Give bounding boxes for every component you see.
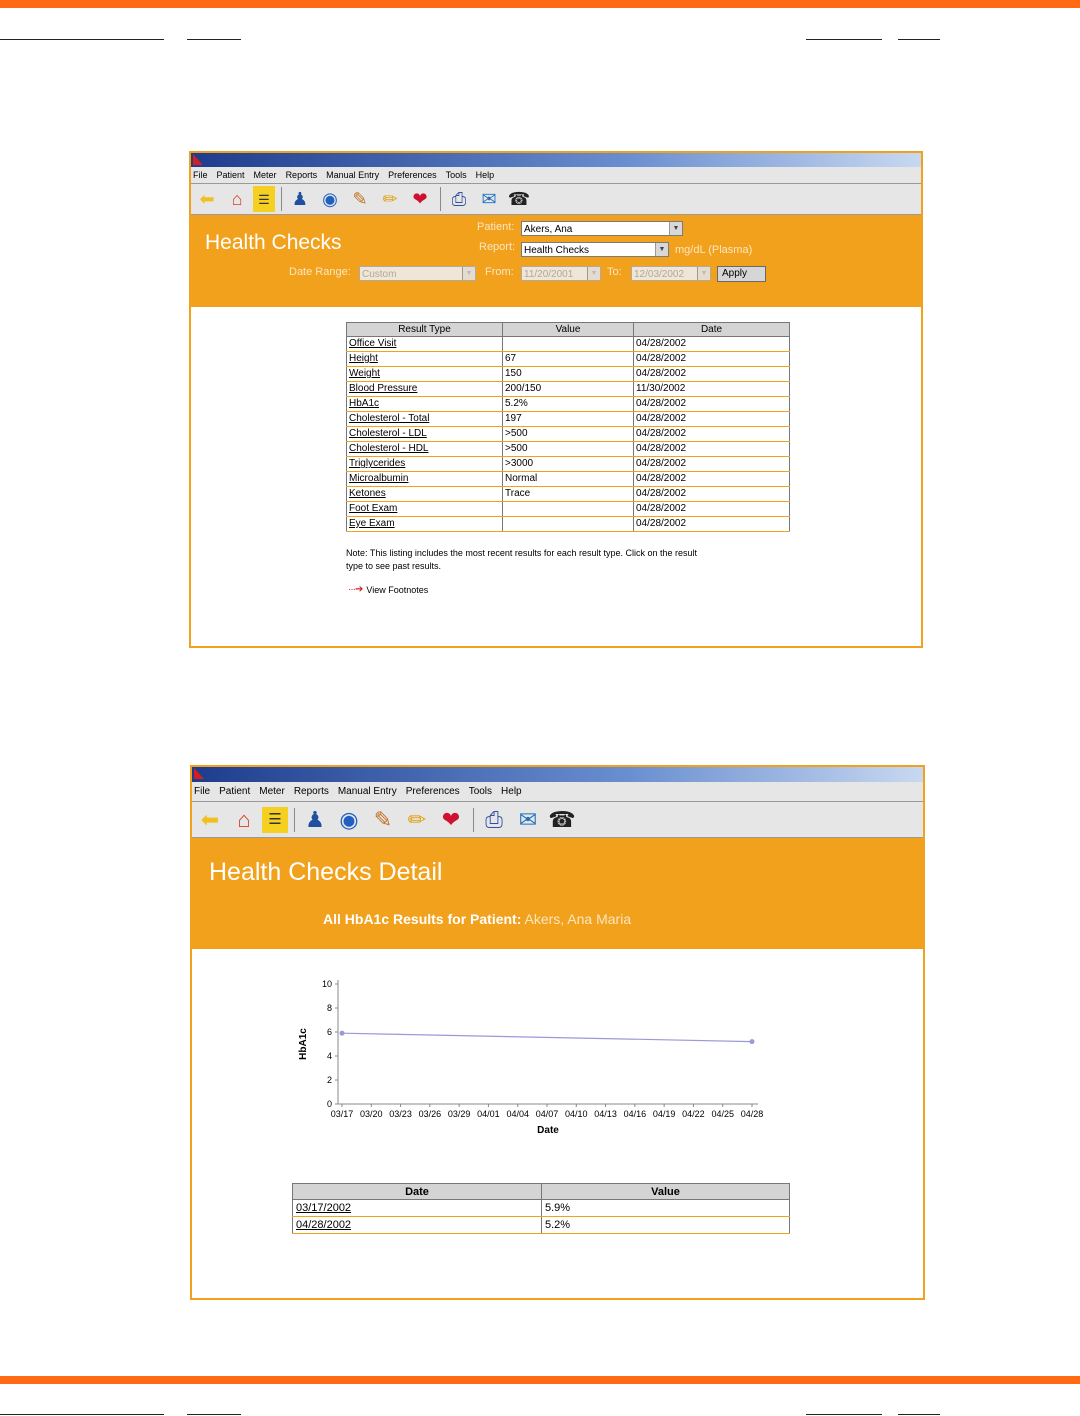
x-tick-label: 04/19 [652, 1109, 676, 1119]
table-row [347, 427, 790, 442]
heart-icon[interactable]: ❤ [441, 806, 461, 832]
table-cell: Normal [503, 472, 634, 487]
note-line: Note: This listing includes the most recent results for each result type. Click on the result [346, 548, 697, 558]
toolbar [191, 184, 921, 215]
table-row [347, 517, 790, 532]
menu-preferences[interactable]: Preferences [388, 170, 437, 180]
units-label: mg/dL (Plasma) [675, 244, 753, 256]
clipboard-icon[interactable]: ✎ [373, 806, 393, 832]
table-cell: 197 [503, 412, 634, 427]
pencil-icon[interactable]: ✏ [407, 806, 427, 832]
patient-label: Patient: [477, 221, 515, 233]
column-header-date: Date [293, 1184, 542, 1200]
title-bar [192, 767, 923, 782]
meter-icon[interactable]: ◉ [339, 806, 359, 832]
table-cell [503, 502, 634, 517]
table-row [347, 487, 790, 502]
toolbar-separator [294, 808, 295, 832]
back-arrow-icon[interactable]: ⬅ [199, 189, 215, 209]
note-line: type to see past results. [346, 561, 442, 571]
result-type-link[interactable]: Office Visit [349, 338, 397, 349]
table-cell [503, 337, 634, 352]
toolbar [192, 802, 923, 838]
menu-bar [192, 782, 923, 802]
date-range-label: Date Range: [289, 266, 351, 278]
table-cell: 5.9% [542, 1200, 790, 1217]
dotted-arrow-icon: ···➔ [348, 584, 363, 595]
hba1c-line-chart [292, 972, 772, 1157]
table-cell: 04/28/2002 [634, 502, 790, 517]
email-icon[interactable]: ✉ [481, 189, 497, 209]
title-bar [191, 153, 921, 167]
detail-subtitle [323, 911, 631, 927]
from-label: From: [485, 266, 514, 278]
chevron-down-icon[interactable]: ▼ [697, 267, 710, 280]
page-title: Health Checks [205, 231, 342, 254]
date-range-value: Custom [362, 269, 397, 280]
table-cell: 04/28/2002 [634, 367, 790, 382]
result-type-link[interactable]: Cholesterol - HDL [349, 443, 429, 454]
table-cell: 04/28/2002 [634, 352, 790, 367]
app-icon [194, 768, 204, 779]
table-cell: 04/28/2002 [634, 442, 790, 457]
toolbar-separator [473, 808, 474, 832]
date-link[interactable]: 04/28/2002 [296, 1219, 352, 1231]
clipboard-icon[interactable]: ✎ [352, 189, 368, 209]
fax-icon[interactable]: ☎ [507, 189, 531, 209]
table-cell: 67 [503, 352, 634, 367]
table-row [347, 442, 790, 457]
x-tick-label: 03/20 [360, 1109, 383, 1119]
table-row [293, 1200, 790, 1217]
detail-header-panel [192, 838, 923, 949]
x-tick-label: 04/22 [682, 1109, 705, 1119]
x-tick-label: 04/16 [623, 1109, 647, 1119]
menu-reports[interactable]: Reports [285, 170, 318, 180]
footer-rule [0, 1414, 164, 1415]
toolbar-separator [281, 187, 282, 211]
result-type-link[interactable]: Ketones [349, 488, 386, 499]
menu-meter[interactable]: Meter [259, 786, 285, 797]
patient-select-value: Akers, Ana [524, 224, 573, 235]
column-header-result-type: Result Type [347, 323, 503, 337]
y-tick-label: 2 [326, 1075, 332, 1085]
menu-help[interactable]: Help [475, 170, 495, 180]
menu-manual-entry[interactable]: Manual Entry [337, 786, 397, 797]
chevron-down-icon[interactable]: ▼ [462, 267, 475, 280]
apply-button[interactable]: Apply [717, 266, 766, 282]
health-checks-table [346, 322, 790, 532]
menu-manual-entry[interactable]: Manual Entry [326, 170, 380, 180]
y-tick-label: 8 [326, 1003, 332, 1013]
heart-icon[interactable]: ❤ [412, 189, 428, 209]
table-cell: >500 [503, 427, 634, 442]
result-type-link[interactable]: Cholesterol - Total [349, 413, 430, 424]
x-tick-label: 03/26 [418, 1109, 442, 1119]
table-cell: 04/28/2002 [634, 487, 790, 502]
table-row [347, 457, 790, 472]
hba1c-results-table [292, 1183, 790, 1234]
menu-help[interactable]: Help [501, 786, 522, 797]
date-range-select[interactable] [359, 266, 476, 281]
menu-file[interactable]: File [194, 786, 211, 797]
chevron-down-icon[interactable]: ▼ [669, 222, 682, 235]
x-tick-label: 04/10 [565, 1109, 588, 1119]
y-tick-label: 0 [326, 1099, 332, 1109]
footer-rule [187, 1414, 241, 1415]
result-type-link[interactable]: HbA1c [349, 398, 380, 409]
table-cell: >500 [503, 442, 634, 457]
to-date-select[interactable] [631, 266, 711, 281]
table-row [347, 397, 790, 412]
x-tick-label: 04/01 [477, 1109, 500, 1119]
table-cell: 5.2% [542, 1217, 790, 1234]
column-header-date: Date [634, 323, 790, 337]
table-cell: 04/28/2002 [634, 397, 790, 412]
checklist-icon[interactable]: ☰ [262, 807, 288, 833]
fax-icon[interactable]: ☎ [548, 806, 576, 832]
series-line [342, 1033, 752, 1041]
y-tick-label: 4 [326, 1051, 332, 1061]
table-cell: 04/28/2002 [634, 517, 790, 532]
table-cell: 04/28/2002 [634, 457, 790, 472]
y-tick-label: 6 [326, 1027, 332, 1037]
table-cell: 200/150 [503, 382, 634, 397]
printer-icon[interactable]: ⎙ [485, 806, 503, 832]
table-cell [503, 517, 634, 532]
checklist-icon[interactable]: ☰ [253, 186, 275, 212]
table-row [347, 412, 790, 427]
y-axis-label: HbA1c [298, 1028, 309, 1060]
table-cell: >3000 [503, 457, 634, 472]
results-note [346, 547, 697, 573]
x-tick-label: 04/13 [594, 1109, 617, 1119]
menu-patient[interactable]: Patient [216, 170, 245, 180]
table-cell: 5.2% [503, 397, 634, 412]
subtitle-patient: Akers, Ana Maria [524, 911, 632, 927]
report-select[interactable] [521, 242, 669, 257]
subtitle-label: All HbA1c Results for Patient: [323, 911, 522, 927]
table-cell: 04/28/2002 [634, 427, 790, 442]
header-rule [187, 39, 241, 40]
x-tick-label: 03/17 [330, 1109, 354, 1119]
meter-icon[interactable]: ◉ [322, 189, 338, 209]
to-label: To: [607, 266, 622, 278]
table-row [293, 1217, 790, 1234]
x-tick-label: 03/29 [447, 1109, 471, 1119]
table-row [347, 367, 790, 382]
x-axis-label: Date [537, 1125, 559, 1136]
result-type-link[interactable]: Weight [349, 368, 380, 379]
toolbar-separator [440, 187, 441, 211]
menu-reports[interactable]: Reports [293, 786, 329, 797]
home-icon[interactable]: ⌂ [231, 189, 243, 209]
column-header-value: Value [542, 1184, 790, 1200]
bottom-accent-bar [0, 1376, 1080, 1384]
chevron-down-icon[interactable]: ▼ [655, 243, 668, 256]
y-tick-label: 10 [321, 979, 332, 989]
table-cell: 11/30/2002 [634, 382, 790, 397]
patient-icon[interactable]: ♟ [305, 806, 325, 832]
menu-tools[interactable]: Tools [468, 786, 493, 797]
report-header-panel [191, 215, 921, 307]
view-footnotes-label: View Footnotes [366, 584, 429, 595]
table-row [347, 352, 790, 367]
header-rule [898, 39, 940, 40]
table-row [347, 502, 790, 517]
header-rule [0, 39, 164, 40]
table-cell: 150 [503, 367, 634, 382]
data-point [750, 1039, 755, 1044]
table-header-row [347, 323, 790, 337]
table-cell: 04/28/2002 [634, 472, 790, 487]
header-rule [806, 39, 882, 40]
table-cell: Trace [503, 487, 634, 502]
result-type-link[interactable]: Eye Exam [349, 518, 395, 529]
from-date-value: 11/20/2001 [524, 269, 574, 280]
table-row [347, 472, 790, 487]
from-date-select[interactable] [521, 266, 601, 281]
footer-rule [806, 1414, 882, 1415]
app-icon [193, 154, 203, 165]
health-checks-window [189, 151, 923, 648]
home-icon[interactable]: ⌂ [237, 806, 251, 832]
result-type-link[interactable]: Triglycerides [349, 458, 406, 469]
menu-meter[interactable]: Meter [253, 170, 277, 180]
page-title: Health Checks Detail [209, 858, 443, 886]
x-tick-label: 04/28 [740, 1109, 764, 1119]
result-type-link[interactable]: Height [349, 353, 378, 364]
chevron-down-icon[interactable]: ▼ [587, 267, 600, 280]
date-link[interactable]: 03/17/2002 [296, 1202, 352, 1214]
table-cell: 04/28/2002 [634, 337, 790, 352]
x-tick-label: 03/23 [389, 1109, 412, 1119]
column-header-value: Value [503, 323, 634, 337]
back-arrow-icon[interactable]: ⬅ [200, 806, 220, 832]
result-type-link[interactable]: Microalbumin [349, 473, 409, 484]
report-select-value: Health Checks [524, 245, 590, 256]
x-tick-label: 04/25 [711, 1109, 734, 1119]
patient-select[interactable] [521, 221, 683, 236]
result-type-link[interactable]: Cholesterol - LDL [349, 428, 427, 439]
top-accent-bar [0, 0, 1080, 8]
pencil-icon[interactable]: ✏ [382, 189, 398, 209]
x-tick-label: 04/04 [506, 1109, 529, 1119]
menu-preferences[interactable]: Preferences [405, 786, 460, 797]
menu-file[interactable]: File [193, 170, 208, 180]
patient-icon[interactable]: ♟ [291, 189, 309, 209]
menu-bar [191, 167, 921, 184]
footer-rule [898, 1414, 940, 1415]
result-type-link[interactable]: Blood Pressure [349, 383, 418, 394]
menu-patient[interactable]: Patient [219, 786, 251, 797]
x-tick-label: 04/07 [535, 1109, 559, 1119]
health-checks-detail-window [190, 765, 925, 1300]
table-header-row [293, 1184, 790, 1200]
table-row [347, 382, 790, 397]
table-cell: 04/28/2002 [634, 412, 790, 427]
data-point [340, 1031, 345, 1036]
to-date-value: 12/03/2002 [634, 269, 685, 280]
result-type-link[interactable]: Foot Exam [349, 503, 398, 514]
email-icon[interactable]: ✉ [518, 806, 538, 832]
table-row [347, 337, 790, 352]
menu-tools[interactable]: Tools [445, 170, 467, 180]
printer-icon[interactable]: ⎙ [451, 189, 467, 209]
view-footnotes-link[interactable] [348, 584, 428, 595]
report-label: Report: [479, 241, 516, 253]
